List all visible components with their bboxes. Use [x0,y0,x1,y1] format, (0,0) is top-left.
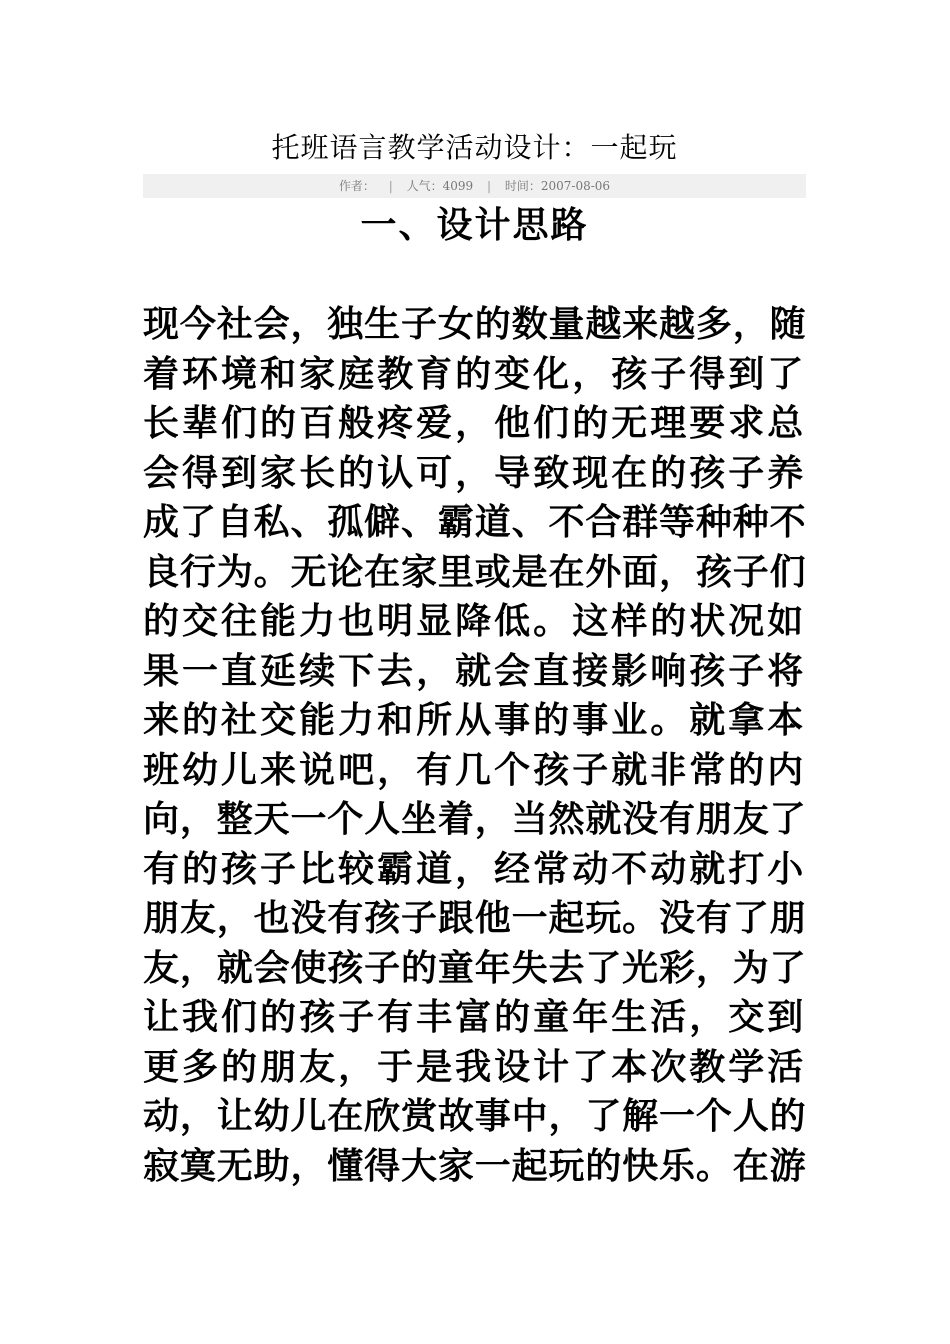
body-line: 友，就会使孩子的童年失去了光彩，为了 [143,946,806,989]
body-line: 动，让幼儿在欣赏故事中，了解一个人的 [143,1095,806,1137]
meta-separator: | [388,179,393,193]
body-line: 来的社交能力和所从事的事业。就拿本 [143,699,806,741]
body-line: 向，整天一个人坐着，当然就没有朋友了 [143,798,806,840]
body-line: 的交往能力也明显降低。这样的状况如 [143,600,806,642]
body-paragraph [143,300,806,1300]
meta-bar [143,174,806,198]
body-line: 朋友，也没有孩子跟他一起玩。没有了朋 [143,897,806,939]
body-line: 长辈们的百般疼爱，他们的无理要求总 [143,402,806,444]
body-line: 现今社会，独生子女的数量越来越多，随 [143,303,806,345]
body-line: 果一直延续下去，就会直接影响孩子将 [143,649,806,692]
meta-separator: | [487,179,492,193]
body-line: 让我们的孩子有丰富的童年生活，交到 [143,996,806,1038]
section-heading: 一、设计思路 [360,204,589,246]
body-line: 有的孩子比较霸道，经常动不动就打小 [143,847,806,890]
publish-date: 时间：2007-08-06 [504,179,611,193]
popularity-count: 人气：4099 [406,179,474,193]
author-label: 作者： [338,179,375,193]
body-line: 成了自私、孤僻、霸道、不合群等种种不 [143,501,806,543]
body-line: 会得到家长的认可，导致现在的孩子养 [143,451,806,494]
document-title: 托班语言教学活动设计：一起玩 [271,131,678,164]
body-line: 良行为。无论在家里或是在外面，孩子们 [143,550,806,593]
body-line: 更多的朋友，于是我设计了本次教学活 [143,1045,806,1088]
body-line: 着环境和家庭教育的变化，孩子得到了 [143,352,806,395]
body-line: 寂寞无助，懂得大家一起玩的快乐。在游 [143,1144,806,1187]
body-line: 班幼儿来说吧，有几个孩子就非常的内 [143,748,806,791]
